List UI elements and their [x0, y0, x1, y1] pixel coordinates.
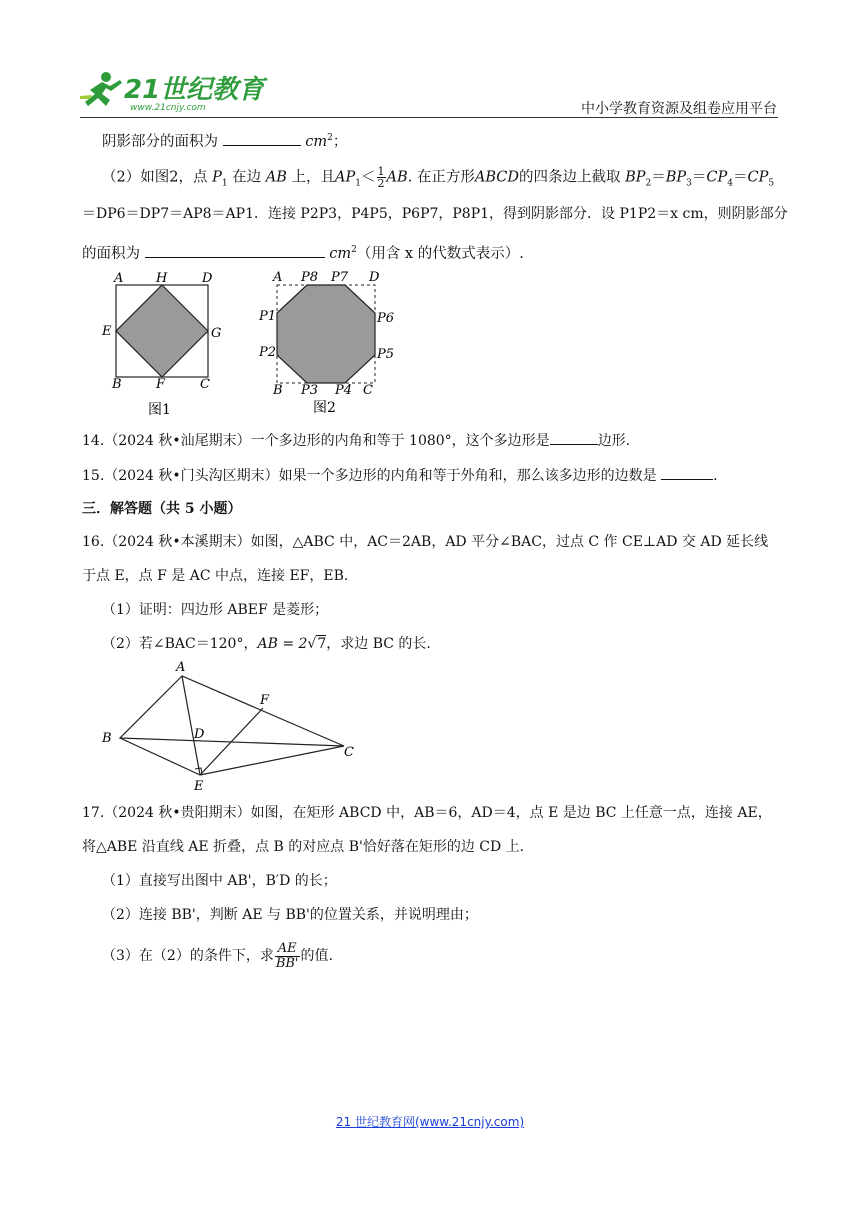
q17-line2: 将△ABE 沿直线 AE 折叠，点 B 的对应点 B'恰好落在矩形的边 CD 上．: [82, 839, 534, 855]
svg-text:C: C: [363, 383, 373, 398]
q17-part2: （2）连接 BB'，判断 AE 与 BB'的位置关系，并说明理由；: [102, 907, 478, 923]
fig1-caption: 图1: [148, 402, 171, 418]
figure-1: [100, 268, 230, 420]
svg-text:D: D: [194, 727, 205, 742]
svg-text:A: A: [114, 271, 124, 286]
svg-text:D: D: [202, 271, 213, 286]
q13-eq-line: ＝DP6＝DP7＝AP8＝AP1．连接 P2P3，P4P5，P6P7，P8P1，得到阴影部分．设 P1P2＝x cm，则阴影部分: [82, 206, 788, 222]
svg-text:D: D: [369, 270, 380, 285]
svg-text:P4: P4: [335, 383, 353, 398]
header-divider: [80, 117, 778, 118]
section-heading: 三．解答题（共 5 小题）: [82, 501, 242, 517]
answer-blank[interactable]: [145, 243, 325, 258]
q17-part3: （3）在（2）的条件下，求 $\frac{AE}{BB'}$ 的值.: [102, 940, 333, 971]
svg-text:A: A: [176, 660, 186, 675]
svg-text:F: F: [260, 693, 270, 708]
q16-line1: 16.（2024 秋•本溪期末）如图，△ABC 中，AC＝2AB，AD 平分∠BAC，过点 C 作 CE⊥AD 交 AD 延长线: [82, 534, 769, 550]
svg-text:P1: P1: [259, 309, 277, 324]
header-title: 中小学教育资源及组卷应用平台: [581, 101, 777, 117]
logo-text: 21世纪教育: [124, 75, 265, 105]
svg-text:E: E: [194, 779, 204, 794]
fraction-ae-bb: $\frac{AE}{BB'}$: [275, 940, 299, 971]
svg-text:P5: P5: [377, 347, 395, 362]
q16-part2: （2）若∠BAC＝120°，AB = 2√7，求边 BC 的长.: [102, 636, 431, 652]
svg-text:G: G: [211, 326, 222, 341]
svg-text:B: B: [273, 383, 283, 398]
q17-line1: 17.（2024 秋•贵阳期末）如图，在矩形 ABCD 中，AB＝6，AD＝4，点 E 是边 BC 上任意一点，连接 AE，: [82, 805, 772, 821]
q13-part2-line: （2）如图2，点 $P_1$ 在边 AB 上，且$AP_1<$ $\frac{1}{2}$ AB. 在正方形ABCD的四条边上截取 $BP_2=BP_3=CP_4=CP_5$: [102, 165, 775, 190]
question-15: 15.（2024 秋•门头沟区期末）如果一个多边形的内角和等于外角和，那么该多边形的边数是 .: [82, 465, 718, 486]
svg-text:C: C: [200, 377, 210, 392]
answer-blank[interactable]: [550, 430, 598, 445]
svg-text:P3: P3: [301, 383, 319, 398]
svg-text:B: B: [112, 377, 122, 392]
svg-text:B: B: [102, 731, 112, 746]
svg-text:A: A: [273, 270, 283, 285]
svg-text:C: C: [344, 745, 354, 760]
figure-2: [255, 266, 405, 418]
q16-part1: （1）证明：四边形 ABEF 是菱形；: [102, 602, 329, 618]
q13-line1: 阴影部分的面积为 $cm^2$；: [102, 128, 347, 152]
fig2-caption: 图2: [313, 400, 336, 416]
answer-blank[interactable]: [661, 465, 713, 480]
svg-text:E: E: [102, 324, 112, 339]
svg-text:P6: P6: [377, 311, 395, 326]
logo-url: www.21cnjy.com: [130, 103, 206, 113]
svg-text:P2: P2: [259, 345, 277, 360]
svg-text:H: H: [156, 271, 168, 286]
svg-text:F: F: [156, 377, 166, 392]
question-14: 14.（2024 秋•汕尾期末）一个多边形的内角和等于 1080°，这个多边形是 边形.: [82, 430, 630, 451]
q13-line4: 的面积为 $cm^2$（用含 x 的代数式表示）.: [82, 240, 524, 264]
fraction-half: $\frac{1}{2}$: [377, 165, 385, 190]
logo-icon: [80, 68, 265, 114]
footer-link[interactable]: 21 世纪教育网(www.21cnjy.com): [335, 1115, 525, 1129]
q17-part1: （1）直接写出图中 AB'，B′D 的长；: [102, 873, 337, 889]
q16-line2: 于点 E，点 F 是 AC 中点，连接 EF，EB．: [82, 568, 358, 584]
svg-text:P7: P7: [331, 270, 349, 285]
q16-figure: [98, 656, 360, 794]
svg-text:P8: P8: [301, 270, 319, 285]
answer-blank[interactable]: [223, 131, 301, 146]
